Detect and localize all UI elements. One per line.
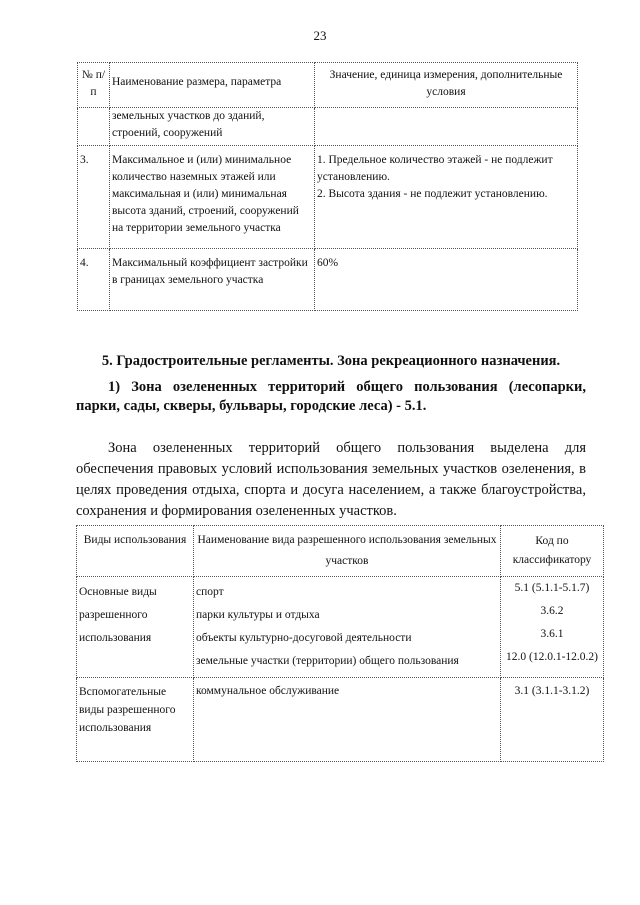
- row-value: [315, 108, 578, 146]
- row-codes: [501, 577, 604, 678]
- table-row: [77, 577, 604, 678]
- header-name: Наименование вида разрешенного использования земельных участков: [194, 526, 501, 577]
- page-number: 23: [313, 28, 327, 43]
- header-value: Значение, единица измерения, дополнительные условия: [315, 63, 578, 108]
- parameters-table: [77, 62, 578, 311]
- row-kind: Вспомогательные виды разрешенного использования: [77, 678, 194, 762]
- row-num: 4.: [78, 249, 110, 311]
- table-row: [78, 108, 578, 146]
- row-name: Максимальный коэффициент застройки в границах земельного участка: [110, 249, 315, 311]
- value-line: 2. Высота здания - не подлежит установлению.: [317, 188, 548, 200]
- list-item: земельные участки (территории) общего пользования: [196, 655, 459, 667]
- header-num: № п/п: [78, 63, 110, 108]
- header-name: Наименование размера, параметра: [110, 63, 315, 108]
- row-items: [194, 577, 501, 678]
- table-row: [77, 678, 604, 762]
- list-item: коммунальное обслуживание: [196, 685, 340, 697]
- table-row: [78, 146, 578, 249]
- table-row: [78, 249, 578, 311]
- code-item: 3.6.1: [540, 628, 564, 640]
- zone-paragraph: Зона озелененных территорий общего пользования выделена для обеспечения правовых условий использования земельных участков озеленения, в целях проведения отдыха, спорта и досуга населением, а также благоустройства, сохранения и формирования озелененных участков.: [76, 440, 586, 519]
- code-item: 3.1 (3.1.1-3.1.2): [514, 685, 590, 697]
- table-header-row: [77, 526, 604, 577]
- table-header-row: [78, 63, 578, 108]
- usage-types-table: [76, 525, 604, 762]
- value-line: 1. Предельное количество этажей - не подлежит установлению.: [317, 154, 553, 183]
- row-name: земельных участков до зданий, строений, сооружений: [110, 108, 315, 146]
- header-code: Код по классификатору: [501, 526, 604, 577]
- section-heading: 5. Градостроительные регламенты. Зона рекреационного назначения.: [101, 353, 561, 369]
- row-value: 60%: [315, 249, 578, 311]
- list-item: спорт: [196, 586, 224, 598]
- row-items: [194, 678, 501, 762]
- code-item: 5.1 (5.1.1-5.1.7): [514, 582, 590, 594]
- row-num: [78, 108, 110, 146]
- list-item: парки культуры и отдыха: [196, 609, 320, 621]
- row-name: Максимальное и (или) минимальное количество наземных этажей или максимальная и (или) минимальная высота зданий, строений, сооружений на территории земельного участка: [110, 146, 315, 249]
- subsection-heading: 1) Зона озелененных территорий общего пользования (лесопарки, парки, сады, скверы, бульвары, городские леса) - 5.1.: [76, 379, 586, 414]
- row-value: [315, 146, 578, 249]
- row-num: 3.: [78, 146, 110, 249]
- row-kind: Основные виды разрешенного использования: [77, 577, 194, 678]
- row-codes: [501, 678, 604, 762]
- header-kind: Виды использования: [77, 526, 194, 577]
- code-item: 12.0 (12.0.1-12.0.2): [506, 651, 598, 663]
- code-item: 3.6.2: [540, 605, 564, 617]
- list-item: объекты культурно-досуговой деятельности: [196, 632, 412, 644]
